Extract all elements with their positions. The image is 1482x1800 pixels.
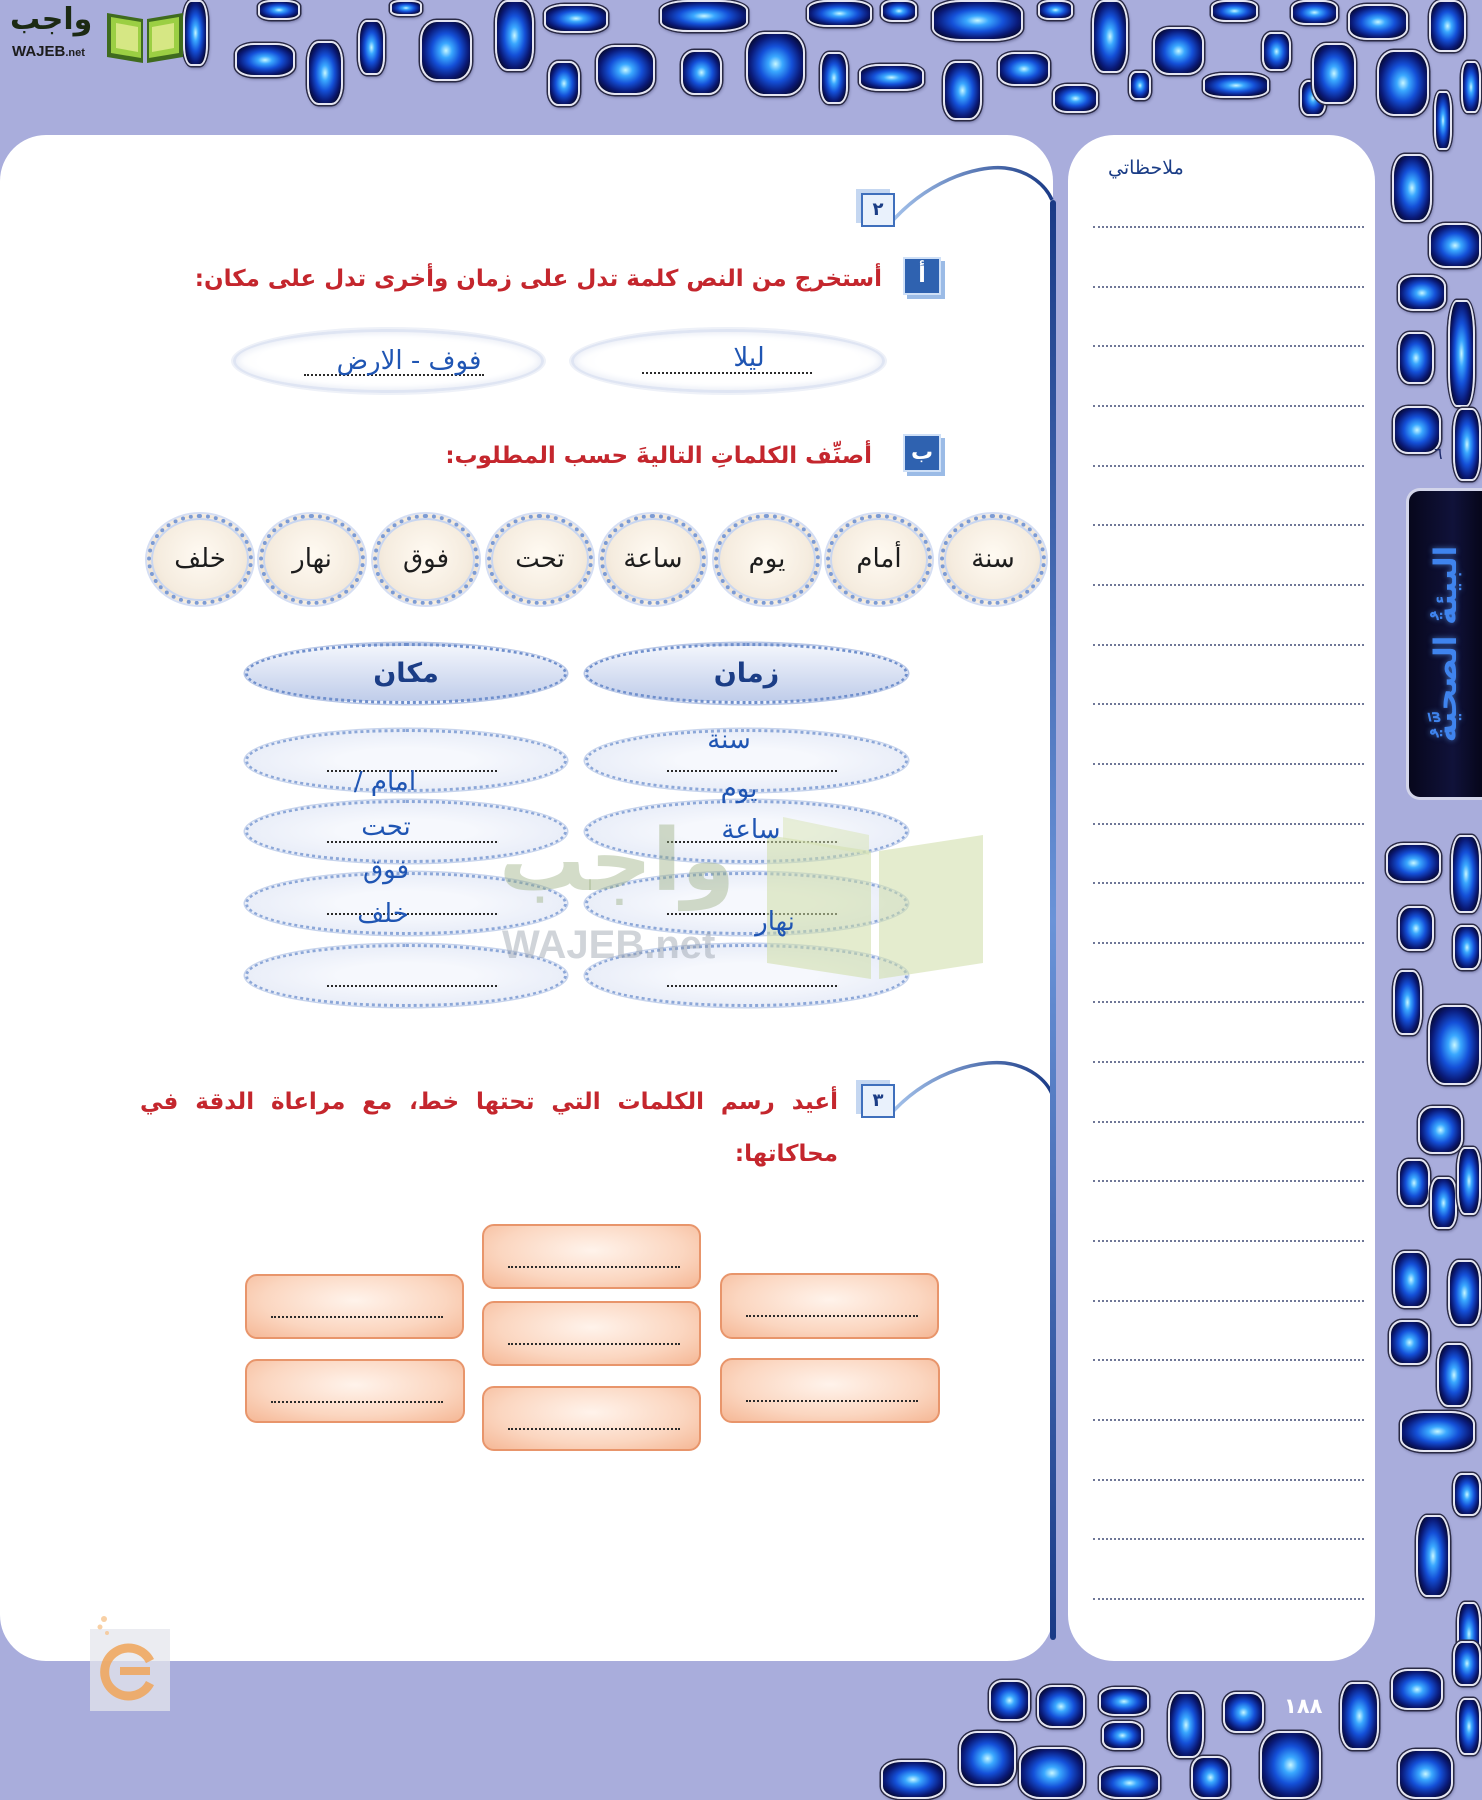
decorative-tile — [1053, 84, 1098, 113]
decorative-tile — [1102, 1721, 1143, 1750]
time-column-header: زمان — [585, 643, 908, 704]
notes-line — [1093, 1538, 1364, 1540]
decorative-tile — [1428, 1005, 1481, 1085]
decorative-tile — [1312, 43, 1356, 104]
decorative-tile — [1453, 1641, 1481, 1686]
word-bubble: نهار — [259, 514, 365, 605]
copy-word-box — [482, 1224, 701, 1289]
answer-dotted-line — [271, 1316, 443, 1318]
watermark-tld: .net — [644, 923, 716, 967]
copy-word-box — [245, 1274, 464, 1339]
decorative-tile — [1448, 1260, 1481, 1326]
decorative-tile — [807, 0, 872, 27]
answer-dotted-line — [667, 770, 837, 772]
watermark-arabic-text: واجب — [499, 811, 735, 911]
decorative-tile — [1398, 275, 1446, 311]
notes-line — [1093, 1479, 1364, 1481]
notes-line — [1093, 405, 1364, 407]
place-column-answer: فوق — [362, 855, 410, 885]
decorative-tile — [1398, 1159, 1430, 1207]
exercise-3-number: ٣ — [861, 1084, 895, 1118]
decorative-tile — [495, 0, 534, 71]
decorative-tile — [548, 61, 580, 106]
notes-line — [1093, 465, 1364, 467]
notes-line — [1093, 644, 1364, 646]
notes-line — [1093, 286, 1364, 288]
decorative-tile — [1461, 61, 1481, 113]
decorative-tile — [1434, 91, 1452, 150]
book-icon — [104, 5, 186, 65]
decorative-tile — [1203, 73, 1269, 98]
decorative-tile — [1262, 32, 1291, 71]
time-column-answer: ساعة — [721, 815, 781, 845]
word-bubble: فوق — [373, 514, 479, 605]
part-b-instruction: أصنِّف الكلماتِ التاليةَ حسب المطلوب: — [445, 443, 872, 469]
notes-line — [1093, 1001, 1364, 1003]
decorative-tile — [307, 41, 343, 105]
unit-side-tab — [1406, 488, 1482, 800]
decorative-tile — [1260, 1731, 1321, 1799]
decorative-tile — [1393, 970, 1422, 1035]
part-a-badge: أ — [903, 257, 941, 295]
decorative-tile — [746, 32, 805, 96]
word-bubble: خلف — [147, 514, 253, 605]
watermark-latin-text — [502, 920, 715, 970]
answer-dotted-line — [746, 1315, 918, 1317]
decorative-tile — [989, 1680, 1030, 1721]
decorative-tile — [1429, 0, 1466, 52]
decorative-tile — [235, 43, 295, 77]
notes-line — [1093, 1180, 1364, 1182]
answer-dotted-line — [508, 1428, 680, 1430]
decorative-tile — [1393, 1251, 1429, 1308]
place-column-answer: تحت — [361, 812, 411, 842]
place-column-answer: امام / — [353, 767, 417, 797]
decorative-tile — [1191, 1756, 1230, 1799]
decorative-tile — [1038, 0, 1073, 20]
notes-line — [1093, 823, 1364, 825]
answer-dotted-line — [327, 985, 497, 987]
word-bubble: يوم — [714, 514, 820, 605]
watermark-latin-name: WAJEB — [502, 923, 645, 967]
copy-word-box — [245, 1359, 465, 1423]
exercise-3-instruction-line2: محاكاتها: — [734, 1141, 838, 1167]
decorative-tile — [1348, 4, 1408, 40]
decorative-tile — [1457, 1147, 1481, 1215]
decorative-tile — [1398, 332, 1434, 384]
notes-line — [1093, 703, 1364, 705]
part-b-badge: ب — [903, 434, 941, 472]
decorative-tile — [1377, 50, 1429, 116]
decorative-tile — [1019, 1747, 1085, 1799]
word-bubble: ساعة — [600, 514, 706, 605]
decorative-tile — [932, 0, 1023, 41]
notes-line — [1093, 763, 1364, 765]
decorative-tile — [358, 20, 385, 75]
decorative-tile — [1451, 835, 1481, 913]
wajeb-logo — [0, 0, 190, 68]
decorative-tile — [1398, 1749, 1453, 1799]
decorative-tile — [1291, 0, 1338, 25]
decorative-tile — [1457, 1698, 1481, 1755]
decorative-tile — [1453, 408, 1481, 481]
decorative-tile — [1211, 0, 1258, 22]
notes-line — [1093, 1300, 1364, 1302]
decorative-tile — [1223, 1692, 1264, 1733]
decorative-tile — [881, 1760, 945, 1799]
copy-word-box — [720, 1273, 939, 1339]
notes-line — [1093, 882, 1364, 884]
decorative-tile — [1392, 154, 1432, 222]
decorative-tile — [1391, 1669, 1443, 1710]
notes-panel — [1068, 135, 1375, 1661]
time-column-answer: يوم — [720, 774, 758, 804]
word-bubble: تحت — [487, 514, 593, 605]
notes-line — [1093, 1061, 1364, 1063]
decorative-tile — [1389, 1320, 1430, 1365]
place-column-answer: خلف — [357, 899, 409, 929]
decorative-tile — [1398, 906, 1434, 951]
word-bubble: أمام — [826, 514, 932, 605]
decorative-tile — [1099, 1767, 1160, 1799]
notes-line — [1093, 226, 1364, 228]
part-a-instruction: أستخرج من النص كلمة تدل على زمان وأخرى تدل على مكان: — [194, 266, 882, 292]
notes-line — [1093, 942, 1364, 944]
publisher-logo — [90, 1613, 170, 1711]
decorative-tile — [420, 20, 472, 81]
decorative-tile — [258, 0, 300, 20]
decorative-tile — [1429, 223, 1481, 268]
decorative-tile — [1453, 925, 1481, 970]
answer-dotted-line — [508, 1343, 680, 1345]
logo-arabic-text: واجب — [10, 2, 93, 37]
decorative-tile — [1437, 1343, 1471, 1407]
decorative-tile — [681, 50, 722, 95]
decorative-tile — [660, 0, 748, 32]
decorative-tile — [1453, 1473, 1481, 1516]
place-word-answer: فوف - الارض — [336, 346, 482, 376]
exercise-2-number: ٢ — [861, 193, 895, 227]
word-bubble: سنة — [940, 514, 1046, 605]
decorative-tile — [859, 64, 924, 91]
answer-dotted-line — [271, 1401, 443, 1403]
decorative-tile — [1448, 300, 1475, 407]
decorative-tile — [1418, 1106, 1463, 1154]
decorative-tile — [390, 0, 422, 16]
unit-number: ٦ — [1434, 444, 1443, 463]
notes-line — [1093, 584, 1364, 586]
decorative-tile — [1129, 71, 1151, 100]
logo-latin-text — [12, 43, 85, 60]
notes-title: ملاحظاتي — [1108, 157, 1184, 179]
decorative-tile — [998, 52, 1050, 86]
decorative-tile — [1168, 1692, 1204, 1758]
time-word-answer-field — [571, 329, 885, 393]
decorative-tile — [1416, 1515, 1450, 1597]
notes-line — [1093, 1419, 1364, 1421]
copy-word-box — [720, 1358, 940, 1423]
page-number: ١٨٨ — [1284, 1694, 1323, 1718]
decorative-tile — [1400, 1411, 1475, 1452]
time-word-answer: ليلا — [733, 343, 765, 373]
answer-dotted-line — [508, 1266, 680, 1268]
exercise-3-instruction-line1: أعيد رسم الكلمات التي تحتها خط، مع مراعاة الدقة في — [140, 1089, 838, 1115]
notes-line — [1093, 1240, 1364, 1242]
notes-line — [1093, 345, 1364, 347]
decorative-tile — [1430, 1177, 1457, 1229]
decorative-tile — [544, 4, 608, 33]
decorative-tile — [1386, 843, 1441, 883]
answer-dotted-line — [746, 1400, 918, 1402]
decorative-tile — [820, 52, 848, 104]
decorative-tile — [1037, 1685, 1085, 1728]
notes-line — [1093, 1121, 1364, 1123]
decorative-tile — [881, 0, 917, 22]
copy-word-box — [482, 1386, 701, 1451]
place-column-header: مكان — [245, 643, 567, 704]
unit-title: البيئةُ الصحيَّةُ — [1427, 545, 1464, 743]
time-column-answer: سنة — [707, 725, 751, 755]
time-column-answer: نهار — [755, 907, 795, 937]
decorative-tile — [943, 61, 982, 120]
decorative-tile — [1099, 1687, 1149, 1716]
decorative-tile — [1153, 27, 1204, 75]
place-word-answer-field — [233, 329, 544, 393]
decorative-tile — [959, 1731, 1016, 1786]
notes-line — [1093, 1359, 1364, 1361]
decorative-tile — [1092, 0, 1128, 73]
copy-word-box — [482, 1301, 701, 1366]
notes-line — [1093, 1598, 1364, 1600]
decorative-tile — [596, 45, 655, 95]
logo-tld: .net — [65, 47, 85, 59]
logo-latin-name: WAJEB — [12, 43, 66, 60]
decorative-tile — [1340, 1682, 1379, 1750]
notes-line — [1093, 524, 1364, 526]
